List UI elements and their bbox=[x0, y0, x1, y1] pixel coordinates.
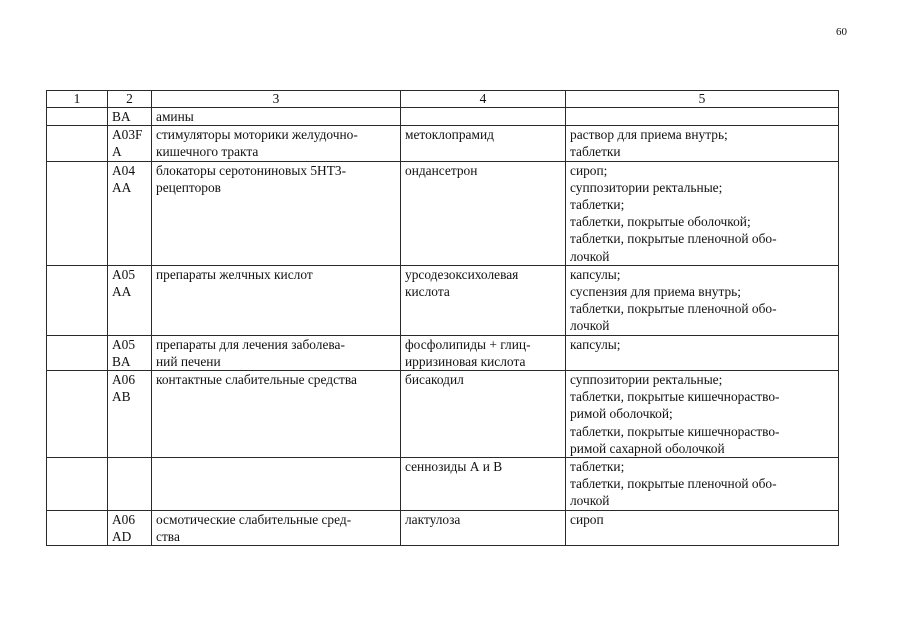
cell-col1 bbox=[47, 108, 108, 126]
cell-drug: урсодезоксихолевая кислота bbox=[401, 265, 566, 335]
page-number: 60 bbox=[836, 26, 847, 38]
cell-drug bbox=[401, 108, 566, 126]
cell-group bbox=[152, 458, 401, 511]
cell-forms: таблетки; таблетки, покрытые пленочной обо- лочкой bbox=[566, 458, 839, 511]
cell-forms: раствор для приема внутрь; таблетки bbox=[566, 126, 839, 161]
cell-col1 bbox=[47, 510, 108, 545]
cell-atc-code: A05 AA bbox=[108, 265, 152, 335]
cell-drug: ондансетрон bbox=[401, 161, 566, 265]
cell-group: блокаторы серотониновых 5HT3- рецепторов bbox=[152, 161, 401, 265]
cell-group: препараты желчных кислот bbox=[152, 265, 401, 335]
table-row bbox=[47, 371, 839, 458]
cell-group: препараты для лечения заболева- ний печени bbox=[152, 335, 401, 370]
table-row bbox=[47, 161, 839, 265]
cell-atc-code bbox=[108, 458, 152, 511]
cell-drug: метоклопрамид bbox=[401, 126, 566, 161]
cell-drug: сеннозиды А и В bbox=[401, 458, 566, 511]
cell-col1 bbox=[47, 335, 108, 370]
cell-forms: капсулы; суспензия для приема внутрь; таблетки, покрытые пленочной обо- лочкой bbox=[566, 265, 839, 335]
table-row bbox=[47, 510, 839, 545]
cell-drug: бисакодил bbox=[401, 371, 566, 458]
cell-col1 bbox=[47, 458, 108, 511]
cell-forms: сироп bbox=[566, 510, 839, 545]
cell-forms bbox=[566, 108, 839, 126]
header-row bbox=[47, 91, 839, 108]
cell-atc-code: A04 AA bbox=[108, 161, 152, 265]
cell-forms: суппозитории ректальные; таблетки, покрытые кишечнораство- римой оболочкой; таблетки, покрытые кишечнораство- римой сахарной оболочкой bbox=[566, 371, 839, 458]
table-row bbox=[47, 335, 839, 370]
table-row bbox=[47, 108, 839, 126]
table-row bbox=[47, 126, 839, 161]
column-header-3: 3 bbox=[152, 91, 401, 108]
cell-atc-code: BA bbox=[108, 108, 152, 126]
cell-drug: фосфолипиды + глиц- ирризиновая кислота bbox=[401, 335, 566, 370]
cell-atc-code: A03F A bbox=[108, 126, 152, 161]
cell-group: контактные слабительные средства bbox=[152, 371, 401, 458]
cell-group: осмотические слабительные сред- ства bbox=[152, 510, 401, 545]
table-row bbox=[47, 458, 839, 511]
cell-col1 bbox=[47, 371, 108, 458]
cell-col1 bbox=[47, 265, 108, 335]
cell-atc-code: A05 BA bbox=[108, 335, 152, 370]
cell-forms: капсулы; bbox=[566, 335, 839, 370]
cell-col1 bbox=[47, 126, 108, 161]
cell-col1 bbox=[47, 161, 108, 265]
table-row bbox=[47, 265, 839, 335]
cell-drug: лактулоза bbox=[401, 510, 566, 545]
column-header-2: 2 bbox=[108, 91, 152, 108]
cell-atc-code: A06 AD bbox=[108, 510, 152, 545]
cell-group: стимуляторы моторики желудочно- кишечного тракта bbox=[152, 126, 401, 161]
drug-table bbox=[46, 90, 839, 546]
column-header-1: 1 bbox=[47, 91, 108, 108]
column-header-4: 4 bbox=[401, 91, 566, 108]
cell-atc-code: A06 AB bbox=[108, 371, 152, 458]
cell-forms: сироп; суппозитории ректальные; таблетки; таблетки, покрытые оболочкой; таблетки, покрытые пленочной обо- лочкой bbox=[566, 161, 839, 265]
cell-group: амины bbox=[152, 108, 401, 126]
column-header-5: 5 bbox=[566, 91, 839, 108]
